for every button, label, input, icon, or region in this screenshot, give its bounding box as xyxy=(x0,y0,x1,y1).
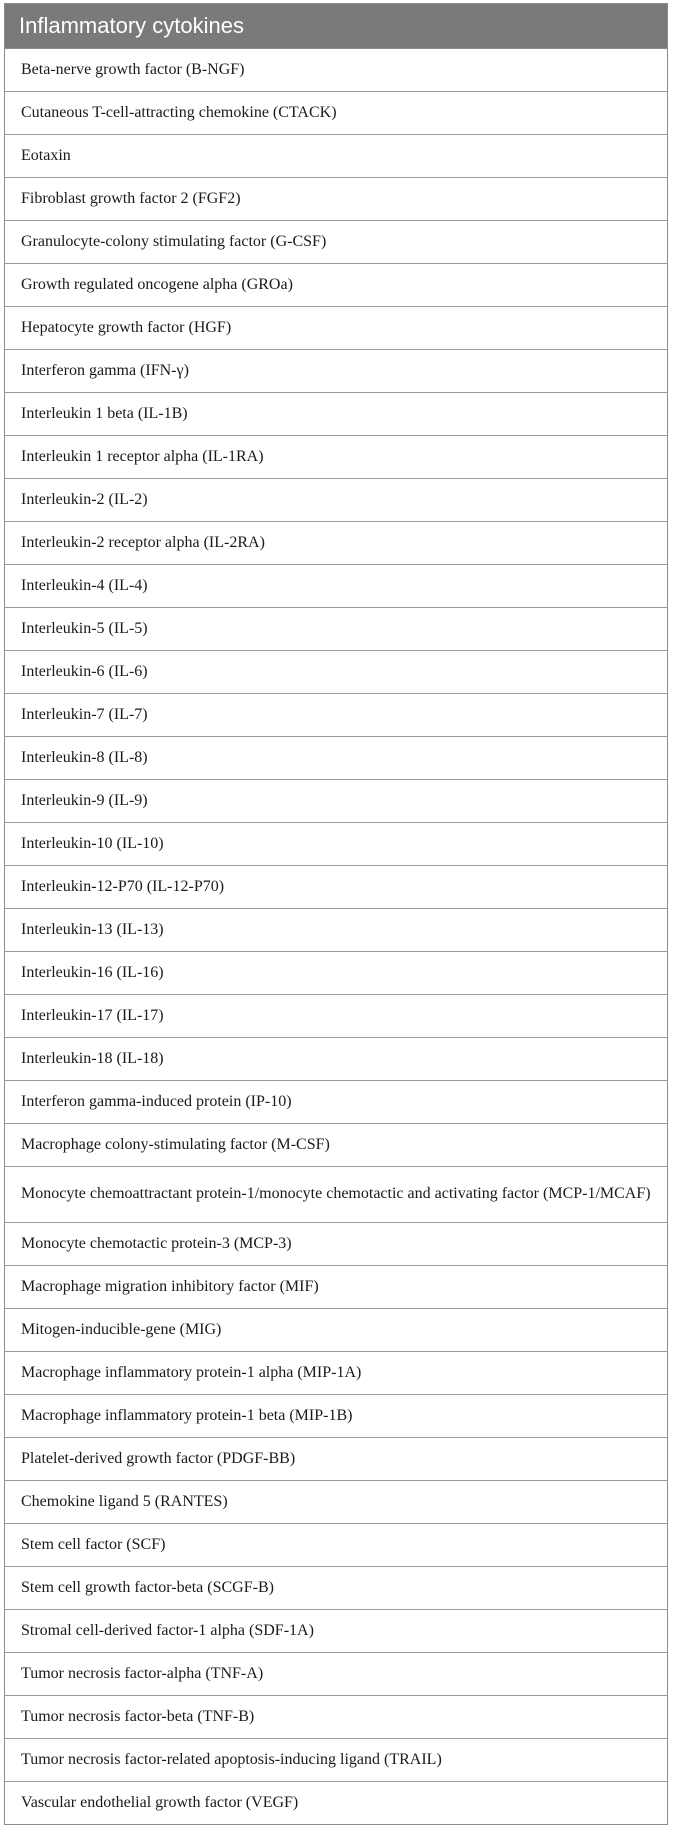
table-cell: Interleukin-2 (IL-2) xyxy=(5,478,667,521)
table-cell: Platelet-derived growth factor (PDGF-BB) xyxy=(5,1437,667,1480)
table-row xyxy=(5,306,667,349)
table-row xyxy=(5,994,667,1037)
table-row xyxy=(5,1652,667,1695)
table-row xyxy=(5,908,667,951)
table-row xyxy=(5,263,667,306)
table-cell: Interleukin-18 (IL-18) xyxy=(5,1037,667,1080)
table-cell: Stromal cell-derived factor-1 alpha (SDF-1A) xyxy=(5,1609,667,1652)
table-row xyxy=(5,478,667,521)
table-cell: Interleukin-12-P70 (IL-12-P70) xyxy=(5,865,667,908)
table-cell: Interleukin-9 (IL-9) xyxy=(5,779,667,822)
table-cell: Interleukin-10 (IL-10) xyxy=(5,822,667,865)
table-cell: Tumor necrosis factor-related apoptosis-inducing ligand (TRAIL) xyxy=(5,1738,667,1781)
table-row xyxy=(5,865,667,908)
table-row xyxy=(5,607,667,650)
table-row xyxy=(5,1609,667,1652)
table-row xyxy=(5,1037,667,1080)
table-cell: Cutaneous T-cell-attracting chemokine (CTACK) xyxy=(5,91,667,134)
table-cell: Macrophage inflammatory protein-1 alpha (MIP-1A) xyxy=(5,1351,667,1394)
table-row xyxy=(5,435,667,478)
table-cell: Fibroblast growth factor 2 (FGF2) xyxy=(5,177,667,220)
table-row xyxy=(5,1308,667,1351)
table-row xyxy=(5,1123,667,1166)
table-cell: Chemokine ligand 5 (RANTES) xyxy=(5,1480,667,1523)
table-row xyxy=(5,1394,667,1437)
table-row xyxy=(5,736,667,779)
table-row xyxy=(5,48,667,91)
table-cell: Hepatocyte growth factor (HGF) xyxy=(5,306,667,349)
table-cell: Interleukin-4 (IL-4) xyxy=(5,564,667,607)
table-cell: Interleukin-5 (IL-5) xyxy=(5,607,667,650)
cytokine-table xyxy=(5,4,667,1824)
table-cell: Monocyte chemotactic protein-3 (MCP-3) xyxy=(5,1222,667,1265)
table-cell: Beta-nerve growth factor (B-NGF) xyxy=(5,48,667,91)
table-cell: Eotaxin xyxy=(5,134,667,177)
table-row xyxy=(5,220,667,263)
table-cell: Vascular endothelial growth factor (VEGF) xyxy=(21,1793,299,1811)
table-cell: Monocyte chemoattractant protein-1/monocyte chemotactic and activating factor (MCP-1/MCAF) xyxy=(5,1166,667,1222)
table-row xyxy=(5,1265,667,1308)
table-cell: Interleukin-16 (IL-16) xyxy=(5,951,667,994)
table-cell: Interferon gamma-induced protein (IP-10) xyxy=(5,1080,667,1123)
table-row xyxy=(5,1222,667,1265)
table-row xyxy=(5,650,667,693)
table-cell: Granulocyte-colony stimulating factor (G-CSF) xyxy=(5,220,667,263)
table-row xyxy=(5,951,667,994)
table-row xyxy=(5,349,667,392)
table-cell: Interleukin 1 beta (IL-1B) xyxy=(5,392,667,435)
table-cell: Interleukin-7 (IL-7) xyxy=(5,693,667,736)
table-row xyxy=(5,1738,667,1781)
table-row xyxy=(5,91,667,134)
table-row xyxy=(5,177,667,220)
table-cell: Macrophage colony-stimulating factor (M-CSF) xyxy=(5,1123,667,1166)
table-cell: Interleukin-6 (IL-6) xyxy=(5,650,667,693)
table-row xyxy=(5,564,667,607)
table-row xyxy=(5,134,667,177)
table-cell: Stem cell factor (SCF) xyxy=(5,1523,667,1566)
table-row xyxy=(5,1080,667,1123)
table-cell: Interleukin-8 (IL-8) xyxy=(5,736,667,779)
table-row xyxy=(5,1351,667,1394)
table-cell: Interferon gamma (IFN-γ) xyxy=(5,349,667,392)
table-row xyxy=(5,521,667,564)
table-cell: Macrophage inflammatory protein-1 beta (MIP-1B) xyxy=(5,1394,667,1437)
table-header-row xyxy=(5,4,667,48)
table-row xyxy=(5,1166,667,1222)
table-row xyxy=(5,1437,667,1480)
table-cell: Tumor necrosis factor-alpha (TNF-A) xyxy=(5,1652,667,1695)
table-row xyxy=(5,822,667,865)
table-cell: Interleukin-2 receptor alpha (IL-2RA) xyxy=(5,521,667,564)
table-cell: Growth regulated oncogene alpha (GROa) xyxy=(5,263,667,306)
table-row xyxy=(5,1781,667,1824)
table-cell: Macrophage migration inhibitory factor (MIF) xyxy=(5,1265,667,1308)
table-body xyxy=(5,48,667,1824)
table-cell: Interleukin 1 receptor alpha (IL-1RA) xyxy=(5,435,667,478)
table-header: Inflammatory cytokines xyxy=(5,4,667,48)
table-row xyxy=(5,1566,667,1609)
table-row xyxy=(5,693,667,736)
table-row xyxy=(5,1695,667,1738)
table-row xyxy=(5,1523,667,1566)
table-cell: Interleukin-17 (IL-17) xyxy=(5,994,667,1037)
table-cell: Stem cell growth factor-beta (SCGF-B) xyxy=(5,1566,667,1609)
table-cell: Interleukin-13 (IL-13) xyxy=(5,908,667,951)
table-cell: Tumor necrosis factor-beta (TNF-B) xyxy=(5,1695,667,1738)
table-row xyxy=(5,392,667,435)
table-row xyxy=(5,1480,667,1523)
table-row xyxy=(5,779,667,822)
cytokine-table-container xyxy=(4,3,668,1825)
table-cell: Mitogen-inducible-gene (MIG) xyxy=(5,1308,667,1351)
